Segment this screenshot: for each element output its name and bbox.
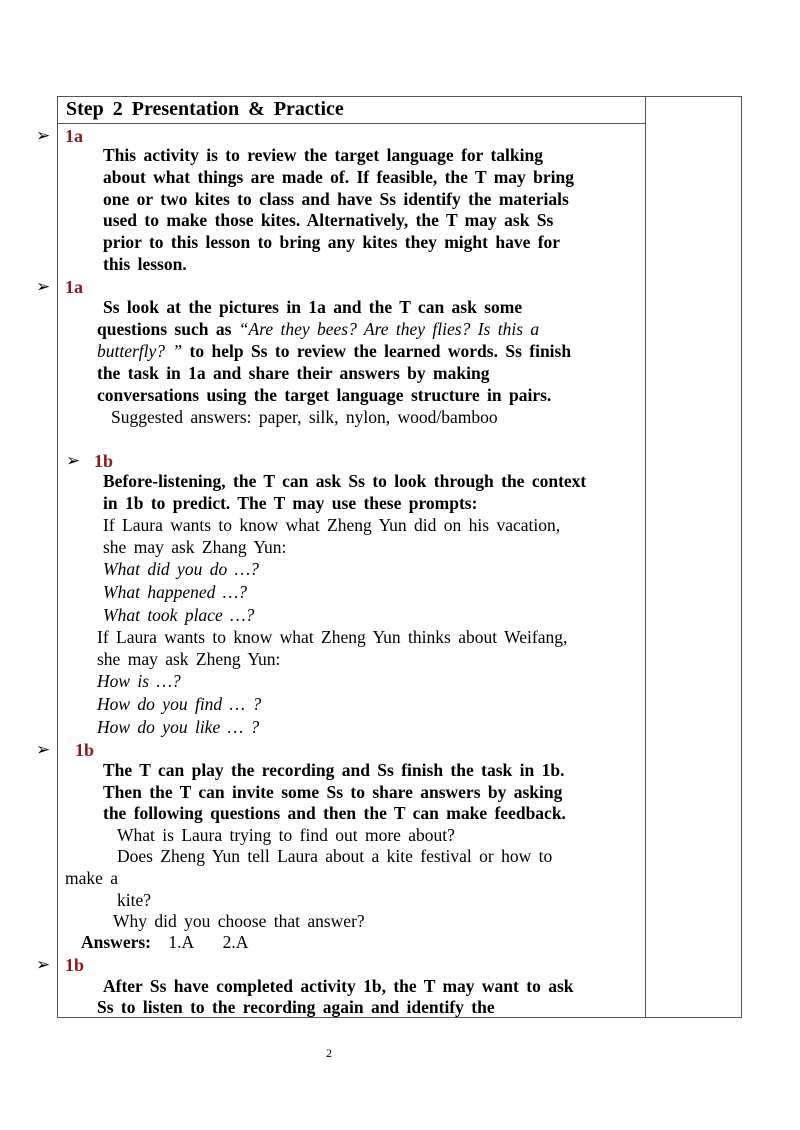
text-line: conversations using the target language structure in pairs. bbox=[97, 385, 552, 405]
header-divider bbox=[57, 123, 645, 124]
arrow-bullet-icon: ➢ bbox=[36, 277, 51, 296]
text-line: If Laura wants to know what Zheng Yun did on his vacation, bbox=[103, 515, 561, 535]
prompt-question: What took place …? bbox=[103, 605, 255, 625]
section-label: 1b bbox=[75, 740, 95, 760]
answers-label: Answers: bbox=[81, 932, 151, 952]
text-line: The T can play the recording and Ss finish the task in 1b. bbox=[103, 760, 565, 780]
text-line: Then the T can invite some Ss to share answers by asking bbox=[103, 782, 563, 802]
answers-line bbox=[81, 932, 248, 954]
example-question: “Are they bees? Are they flies? Is this a bbox=[238, 319, 540, 339]
text-line: one or two kites to class and have Ss identify the materials bbox=[103, 189, 569, 209]
text-line: she may ask Zheng Yun: bbox=[97, 649, 281, 669]
text-fragment: to help Ss to review the learned words. Ss finish bbox=[182, 341, 572, 361]
prompt-question: How is …? bbox=[97, 671, 181, 691]
answers-values: 1.A 2.A bbox=[168, 932, 249, 952]
text-line: used to make those kites. Alternatively, the T may ask Ss bbox=[103, 210, 554, 230]
text-line: the following questions and then the T can make feedback. bbox=[103, 803, 566, 823]
text-line: she may ask Zhang Yun: bbox=[103, 537, 287, 557]
text-line: the task in 1a and share their answers by making bbox=[97, 363, 490, 383]
question-line: kite? bbox=[117, 890, 152, 910]
arrow-bullet-icon: ➢ bbox=[66, 451, 81, 470]
prompt-question: What happened …? bbox=[103, 582, 248, 602]
text-line: If Laura wants to know what Zheng Yun thinks about Weifang, bbox=[97, 627, 568, 647]
prompt-question: How do you like … ? bbox=[97, 717, 260, 737]
text-fragment: questions such as bbox=[97, 319, 239, 339]
question-line: make a bbox=[65, 868, 119, 888]
text-line bbox=[97, 319, 539, 341]
prompt-question: How do you find … ? bbox=[97, 694, 262, 714]
section-label: 1a bbox=[65, 277, 83, 297]
arrow-bullet-icon: ➢ bbox=[36, 126, 51, 145]
text-line: in 1b to predict. The T may use these prompts: bbox=[103, 493, 478, 513]
arrow-bullet-icon: ➢ bbox=[36, 740, 51, 759]
text-line bbox=[97, 341, 571, 363]
column-divider bbox=[645, 96, 646, 1018]
section-label: 1b bbox=[94, 451, 114, 471]
page-number: 2 bbox=[326, 1046, 332, 1060]
question-line: What is Laura trying to find out more about? bbox=[117, 825, 455, 845]
arrow-bullet-icon: ➢ bbox=[36, 955, 51, 974]
text-line: After Ss have completed activity 1b, the T may want to ask bbox=[103, 976, 574, 996]
section-label: 1a bbox=[65, 126, 83, 146]
text-line: Ss look at the pictures in 1a and the T can ask some bbox=[103, 297, 523, 317]
section-label: 1b bbox=[65, 955, 85, 975]
text-line: about what things are made of. If feasible, the T may bring bbox=[103, 167, 575, 187]
text-line: this lesson. bbox=[103, 254, 187, 274]
question-line: Why did you choose that answer? bbox=[113, 911, 365, 931]
prompt-question: What did you do …? bbox=[103, 559, 259, 579]
text-line: This activity is to review the target language for talking bbox=[103, 145, 543, 165]
text-line: Before-listening, the T can ask Ss to look through the context bbox=[103, 471, 587, 491]
question-line: Does Zheng Yun tell Laura about a kite festival or how to bbox=[117, 846, 553, 866]
text-line: Ss to listen to the recording again and identify the bbox=[97, 997, 495, 1017]
table-header: Step 2 Presentation & Practice bbox=[66, 98, 344, 120]
example-question: butterfly? ” bbox=[97, 341, 183, 361]
text-line: prior to this lesson to bring any kites they might have for bbox=[103, 232, 561, 252]
suggested-answers: Suggested answers: paper, silk, nylon, wood/bamboo bbox=[111, 407, 498, 427]
